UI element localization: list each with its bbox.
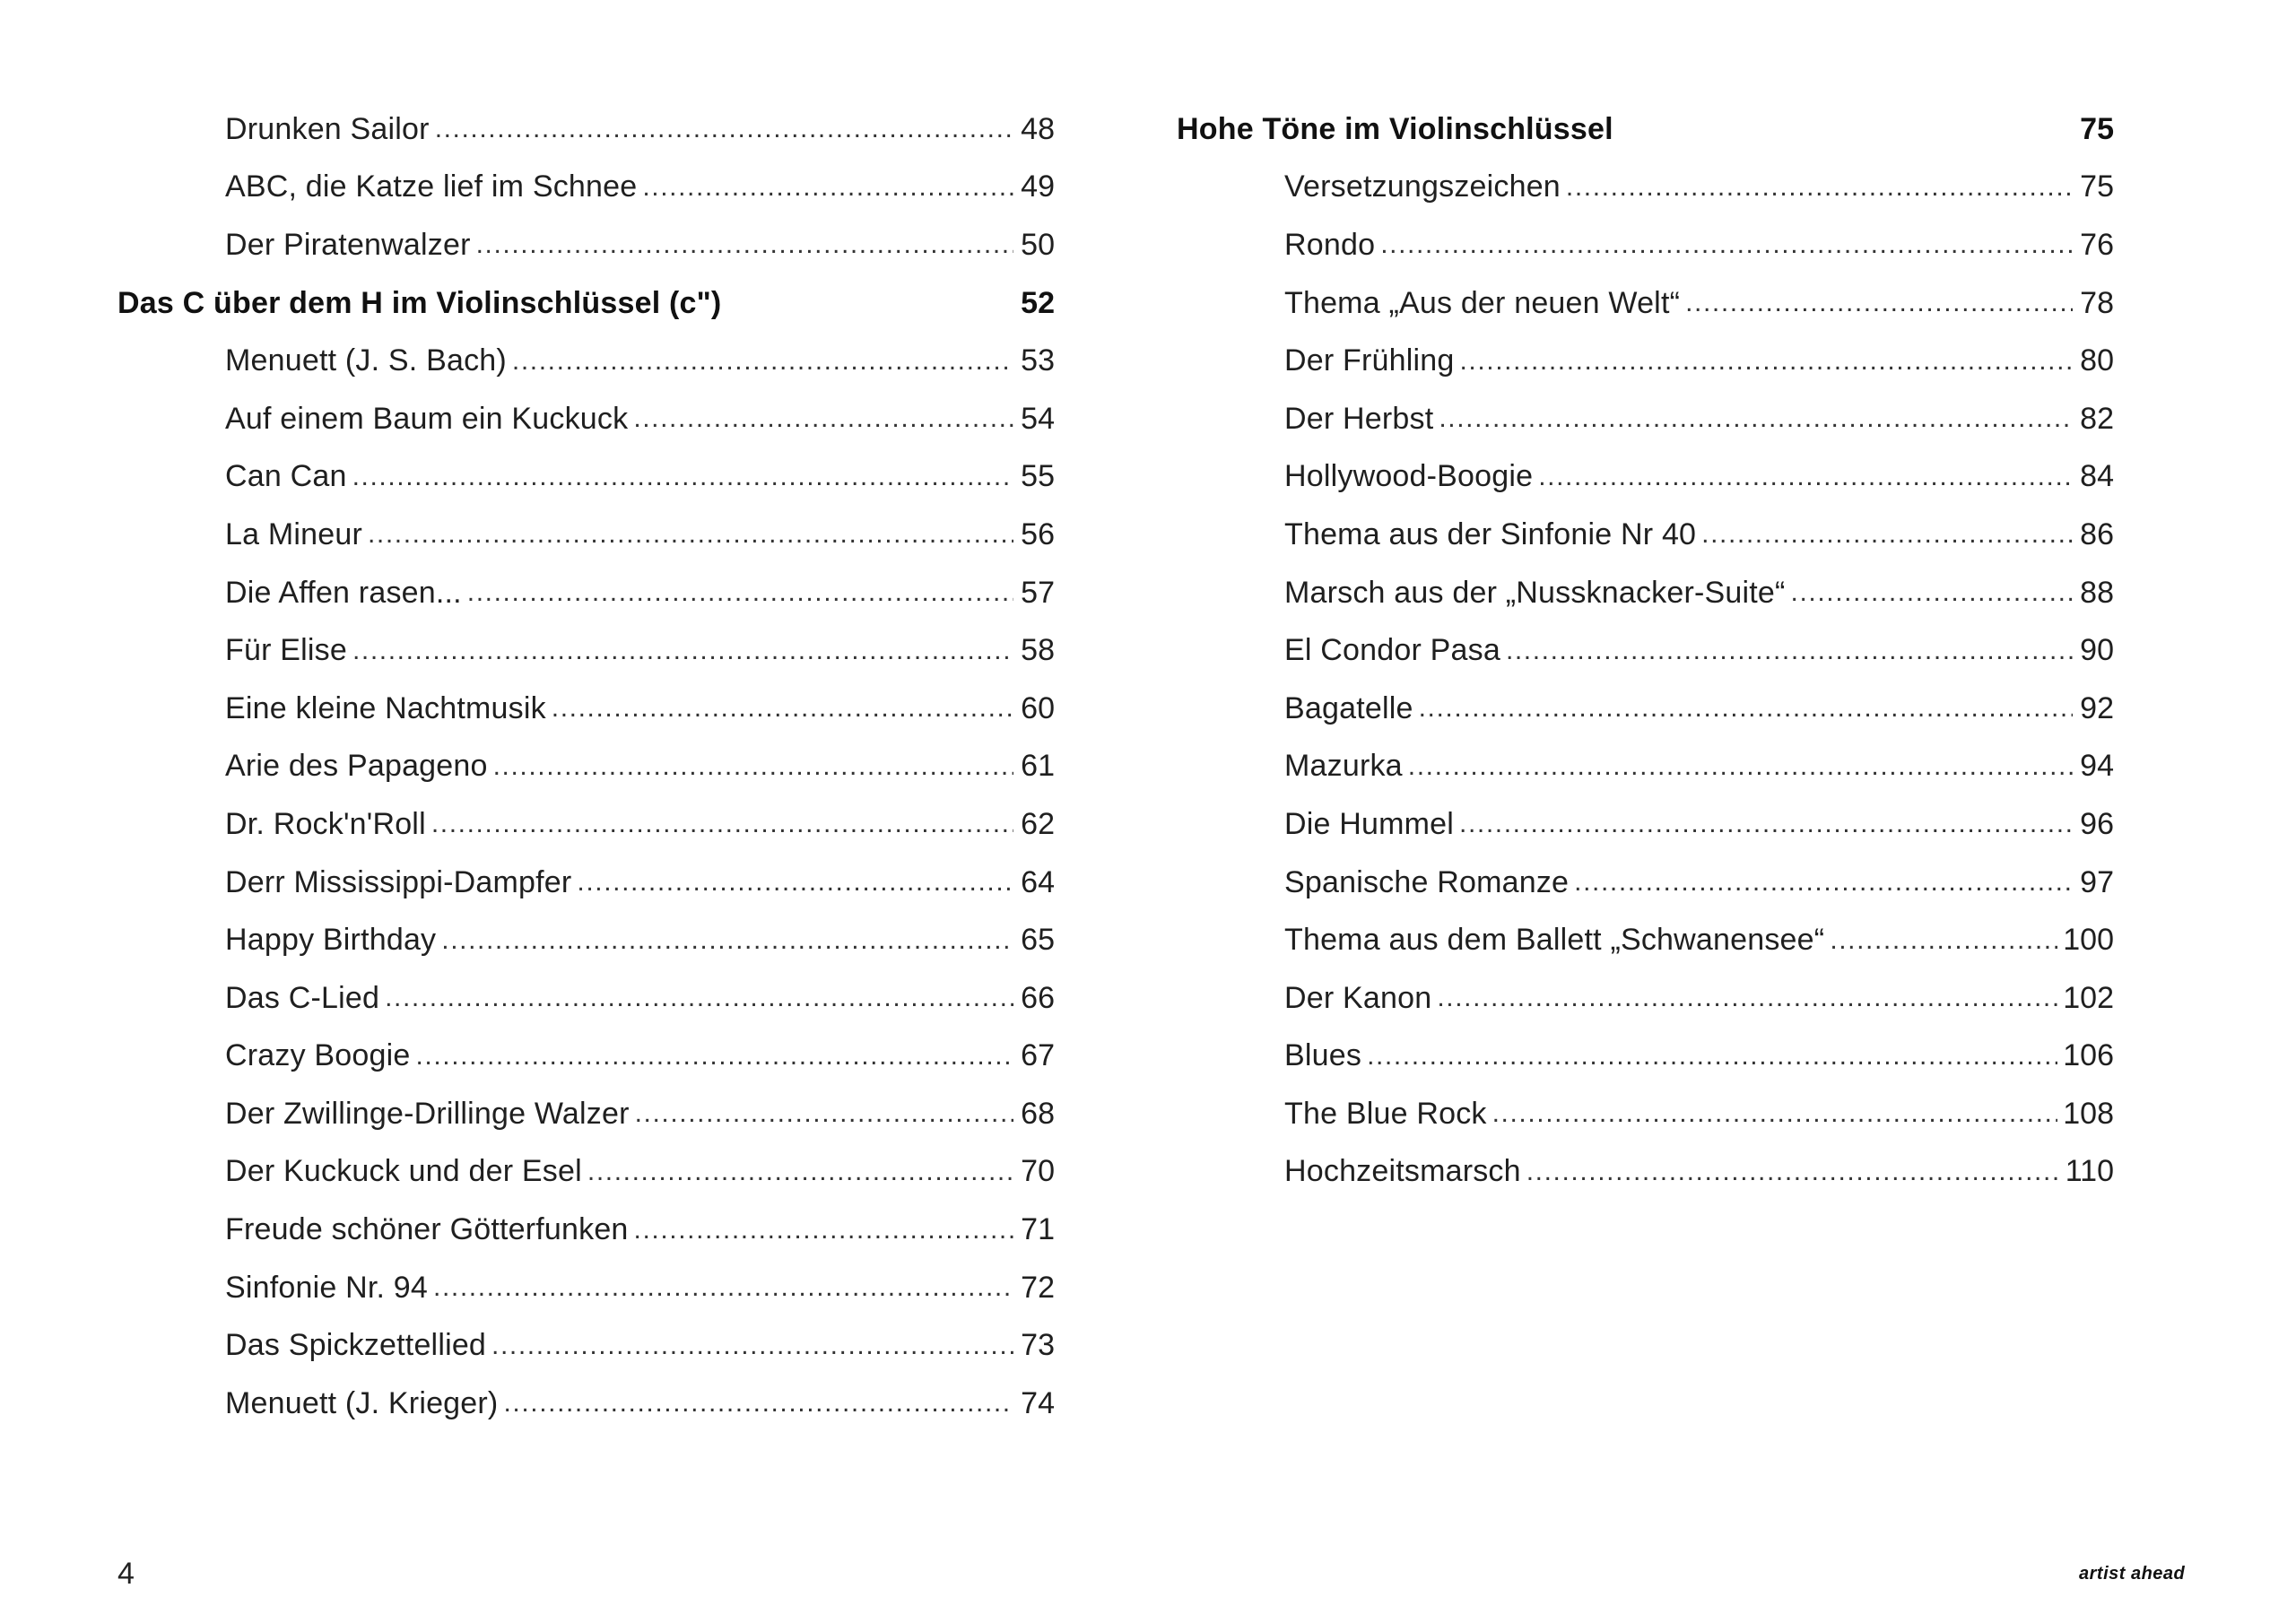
toc-section-heading [117,274,1055,333]
dot-leader [577,867,1013,898]
entry-title: Für Elise [225,633,352,668]
toc-entry [117,1375,1055,1433]
page-ref: 108 [2063,1096,2114,1131]
entry-title: Rondo [1284,228,1380,263]
entry-title: Der Piratenwalzer [225,228,476,263]
page-ref: 62 [1021,806,1055,841]
toc-entry [117,621,1055,680]
entry-title: Menuett (J. Krieger) [225,1386,503,1421]
toc-entry [1177,159,2114,217]
page-ref: 57 [1021,575,1055,610]
toc-entry [1177,390,2114,448]
entry-title: ABC, die Katze lief im Schnee [225,169,642,204]
entry-title: Spanische Romanze [1284,865,1574,900]
page-ref: 50 [1021,227,1055,262]
page-ref: 94 [2080,749,2114,784]
entry-title: Der Kuckuck und der Esel [225,1154,587,1189]
page-ref: 58 [1021,633,1055,668]
entry-title: El Condor Pasa [1284,633,1506,668]
dot-leader [503,1388,1013,1419]
dot-leader [352,636,1013,666]
dot-leader [1791,577,2073,608]
dot-leader [1419,693,2073,724]
dot-leader [467,577,1013,608]
toc-entry [117,911,1055,969]
toc-entry [117,738,1055,796]
entry-title: Dr. Rock'n'Roll [225,807,431,842]
entry-title: Thema aus der Sinfonie Nr 40 [1284,517,1701,552]
toc-entry [1177,1028,2114,1086]
page-ref: 72 [1021,1270,1055,1305]
toc-entry [117,795,1055,854]
page-ref: 82 [2080,401,2114,436]
page-ref: 49 [1021,169,1055,204]
dot-leader [512,346,1013,377]
page-ref: 60 [1021,690,1055,725]
page-ref: 90 [2080,633,2114,668]
toc-entry [117,1085,1055,1143]
page-ref: 102 [2063,980,2114,1015]
entry-title: Thema „Aus der neuen Welt“ [1284,286,1685,321]
entry-title: Freude schöner Götterfunken [225,1212,634,1247]
page-ref: 67 [1021,1038,1055,1073]
entry-title: Bagatelle [1284,691,1419,726]
dot-leader [1380,230,2073,260]
page-ref: 53 [1021,343,1055,378]
dot-leader [433,1272,1013,1303]
entry-title: Der Herbst [1284,402,1439,437]
entry-title: The Blue Rock [1284,1097,1492,1132]
entry-title: Die Affen rasen... [225,576,467,611]
dot-leader [635,1098,1013,1129]
dot-leader [352,462,1013,492]
toc-entry [1177,621,2114,680]
entry-title: Hollywood-Boogie [1284,459,1538,494]
entry-title: Hochzeitsmarsch [1284,1154,1526,1189]
dot-leader [1367,1041,2057,1072]
brand-logo: artist ahead [2079,1564,2186,1584]
entry-title: Thema aus dem Ballett „Schwanensee“ [1284,923,1830,958]
toc-entry [117,506,1055,564]
toc-entry [117,1028,1055,1086]
entry-title: Marsch aus der „Nussknacker-Suite“ [1284,576,1791,611]
toc-entry [1177,680,2114,738]
entry-title: Die Hummel [1284,807,1459,842]
entry-title: Derr Mississippi-Dampfer [225,865,577,900]
toc-right-column [1177,100,2114,1201]
page-ref: 70 [1021,1154,1055,1189]
page-ref: 48 [1021,111,1055,146]
dot-leader [1492,1098,2058,1129]
dot-leader [1459,809,2073,839]
dot-leader [552,693,1013,724]
dot-leader [633,404,1013,434]
toc-entry [1177,216,2114,274]
dot-leader [634,1215,1013,1245]
section-title: Das C über dem H im Violinschlüssel (c") [117,286,726,321]
dot-leader [385,983,1013,1013]
entry-title: Der Frühling [1284,343,1459,378]
toc-entry [117,564,1055,622]
page-ref: 54 [1021,401,1055,436]
dot-leader [1701,519,2073,550]
page-ref: 96 [2080,806,2114,841]
toc-entry [117,448,1055,507]
dot-leader [1574,867,2073,898]
dot-leader [1566,172,2073,203]
toc-entry [1177,448,2114,507]
entry-title: Eine kleine Nachtmusik [225,691,552,726]
entry-title: Happy Birthday [225,923,441,958]
page-ref: 56 [1021,516,1055,551]
entry-title: Menuett (J. S. Bach) [225,343,512,378]
entry-title: Arie des Papageno [225,749,493,784]
toc-entry [1177,564,2114,622]
toc-entry [1177,911,2114,969]
dot-leader [1437,983,2057,1013]
dot-leader [491,1331,1013,1361]
page-ref: 106 [2063,1038,2114,1073]
toc-entry [117,332,1055,390]
toc-entry [117,216,1055,274]
toc-entry [117,159,1055,217]
entry-title: Sinfonie Nr. 94 [225,1271,433,1306]
page-ref: 88 [2080,575,2114,610]
toc-entry [1177,969,2114,1028]
page-ref: 92 [2080,690,2114,725]
entry-title: Blues [1284,1038,1367,1073]
page-ref: 97 [2080,864,2114,899]
page-ref: 100 [2063,923,2114,958]
toc-entry [1177,274,2114,333]
page-ref: 75 [2080,169,2114,204]
toc-entry [1177,1143,2114,1202]
page-ref: 73 [1021,1328,1055,1363]
page-ref: 86 [2080,516,2114,551]
dot-leader [1830,925,2057,956]
page-ref: 76 [2080,227,2114,262]
toc-entry [117,1316,1055,1375]
toc-entry [117,854,1055,912]
toc-entry [1177,506,2114,564]
toc-left-column [117,100,1055,1433]
toc-entry [1177,1085,2114,1143]
entry-title: Crazy Boogie [225,1038,416,1073]
entry-title: Das C-Lied [225,981,385,1016]
dot-leader [368,519,1013,550]
dot-leader [416,1041,1014,1072]
dot-leader [493,751,1013,782]
dot-leader [431,809,1013,839]
page-ref: 75 [2080,111,2114,146]
section-title: Hohe Töne im Violinschlüssel [1177,112,1619,147]
dot-leader [1506,636,2073,666]
page-ref: 66 [1021,980,1055,1015]
toc-entry [117,680,1055,738]
page-ref: 71 [1021,1212,1055,1247]
dot-leader [1459,346,2073,377]
dot-leader [476,230,1013,260]
dot-leader [435,114,1013,144]
entry-title: Can Can [225,459,352,494]
entry-title: Auf einem Baum ein Kuckuck [225,402,633,437]
toc-entry [1177,795,2114,854]
page-ref: 61 [1021,749,1055,784]
page-number: 4 [117,1557,135,1591]
page-ref: 52 [1021,285,1055,320]
toc-entry [1177,854,2114,912]
page-ref: 78 [2080,285,2114,320]
page-ref: 84 [2080,459,2114,494]
toc-entry [1177,332,2114,390]
entry-title: La Mineur [225,517,368,552]
entry-title: Mazurka [1284,749,1408,784]
entry-title: Der Zwillinge-Drillinge Walzer [225,1097,635,1132]
page-ref: 80 [2080,343,2114,378]
page-ref: 64 [1021,864,1055,899]
dot-leader [1408,751,2073,782]
page-ref: 110 [2065,1154,2114,1189]
toc-entry [117,100,1055,159]
toc-entry [1177,738,2114,796]
dot-leader [1538,462,2073,492]
entry-title: Drunken Sailor [225,112,435,147]
entry-title: Der Kanon [1284,981,1437,1016]
toc-entry [117,969,1055,1028]
page-ref: 65 [1021,923,1055,958]
page-ref: 55 [1021,459,1055,494]
page-ref: 74 [1021,1385,1055,1420]
dot-leader [642,172,1013,203]
toc-entry [117,1201,1055,1259]
page-ref: 68 [1021,1096,1055,1131]
dot-leader [441,925,1013,956]
toc-entry [117,390,1055,448]
toc-section-heading [1177,100,2114,159]
dot-leader [1439,404,2073,434]
toc-entry [117,1143,1055,1202]
entry-title: Das Spickzettellied [225,1328,491,1363]
dot-leader [1526,1157,2060,1187]
dot-leader [1685,288,2073,318]
toc-entry [117,1259,1055,1317]
dot-leader [587,1157,1013,1187]
entry-title: Versetzungszeichen [1284,169,1566,204]
